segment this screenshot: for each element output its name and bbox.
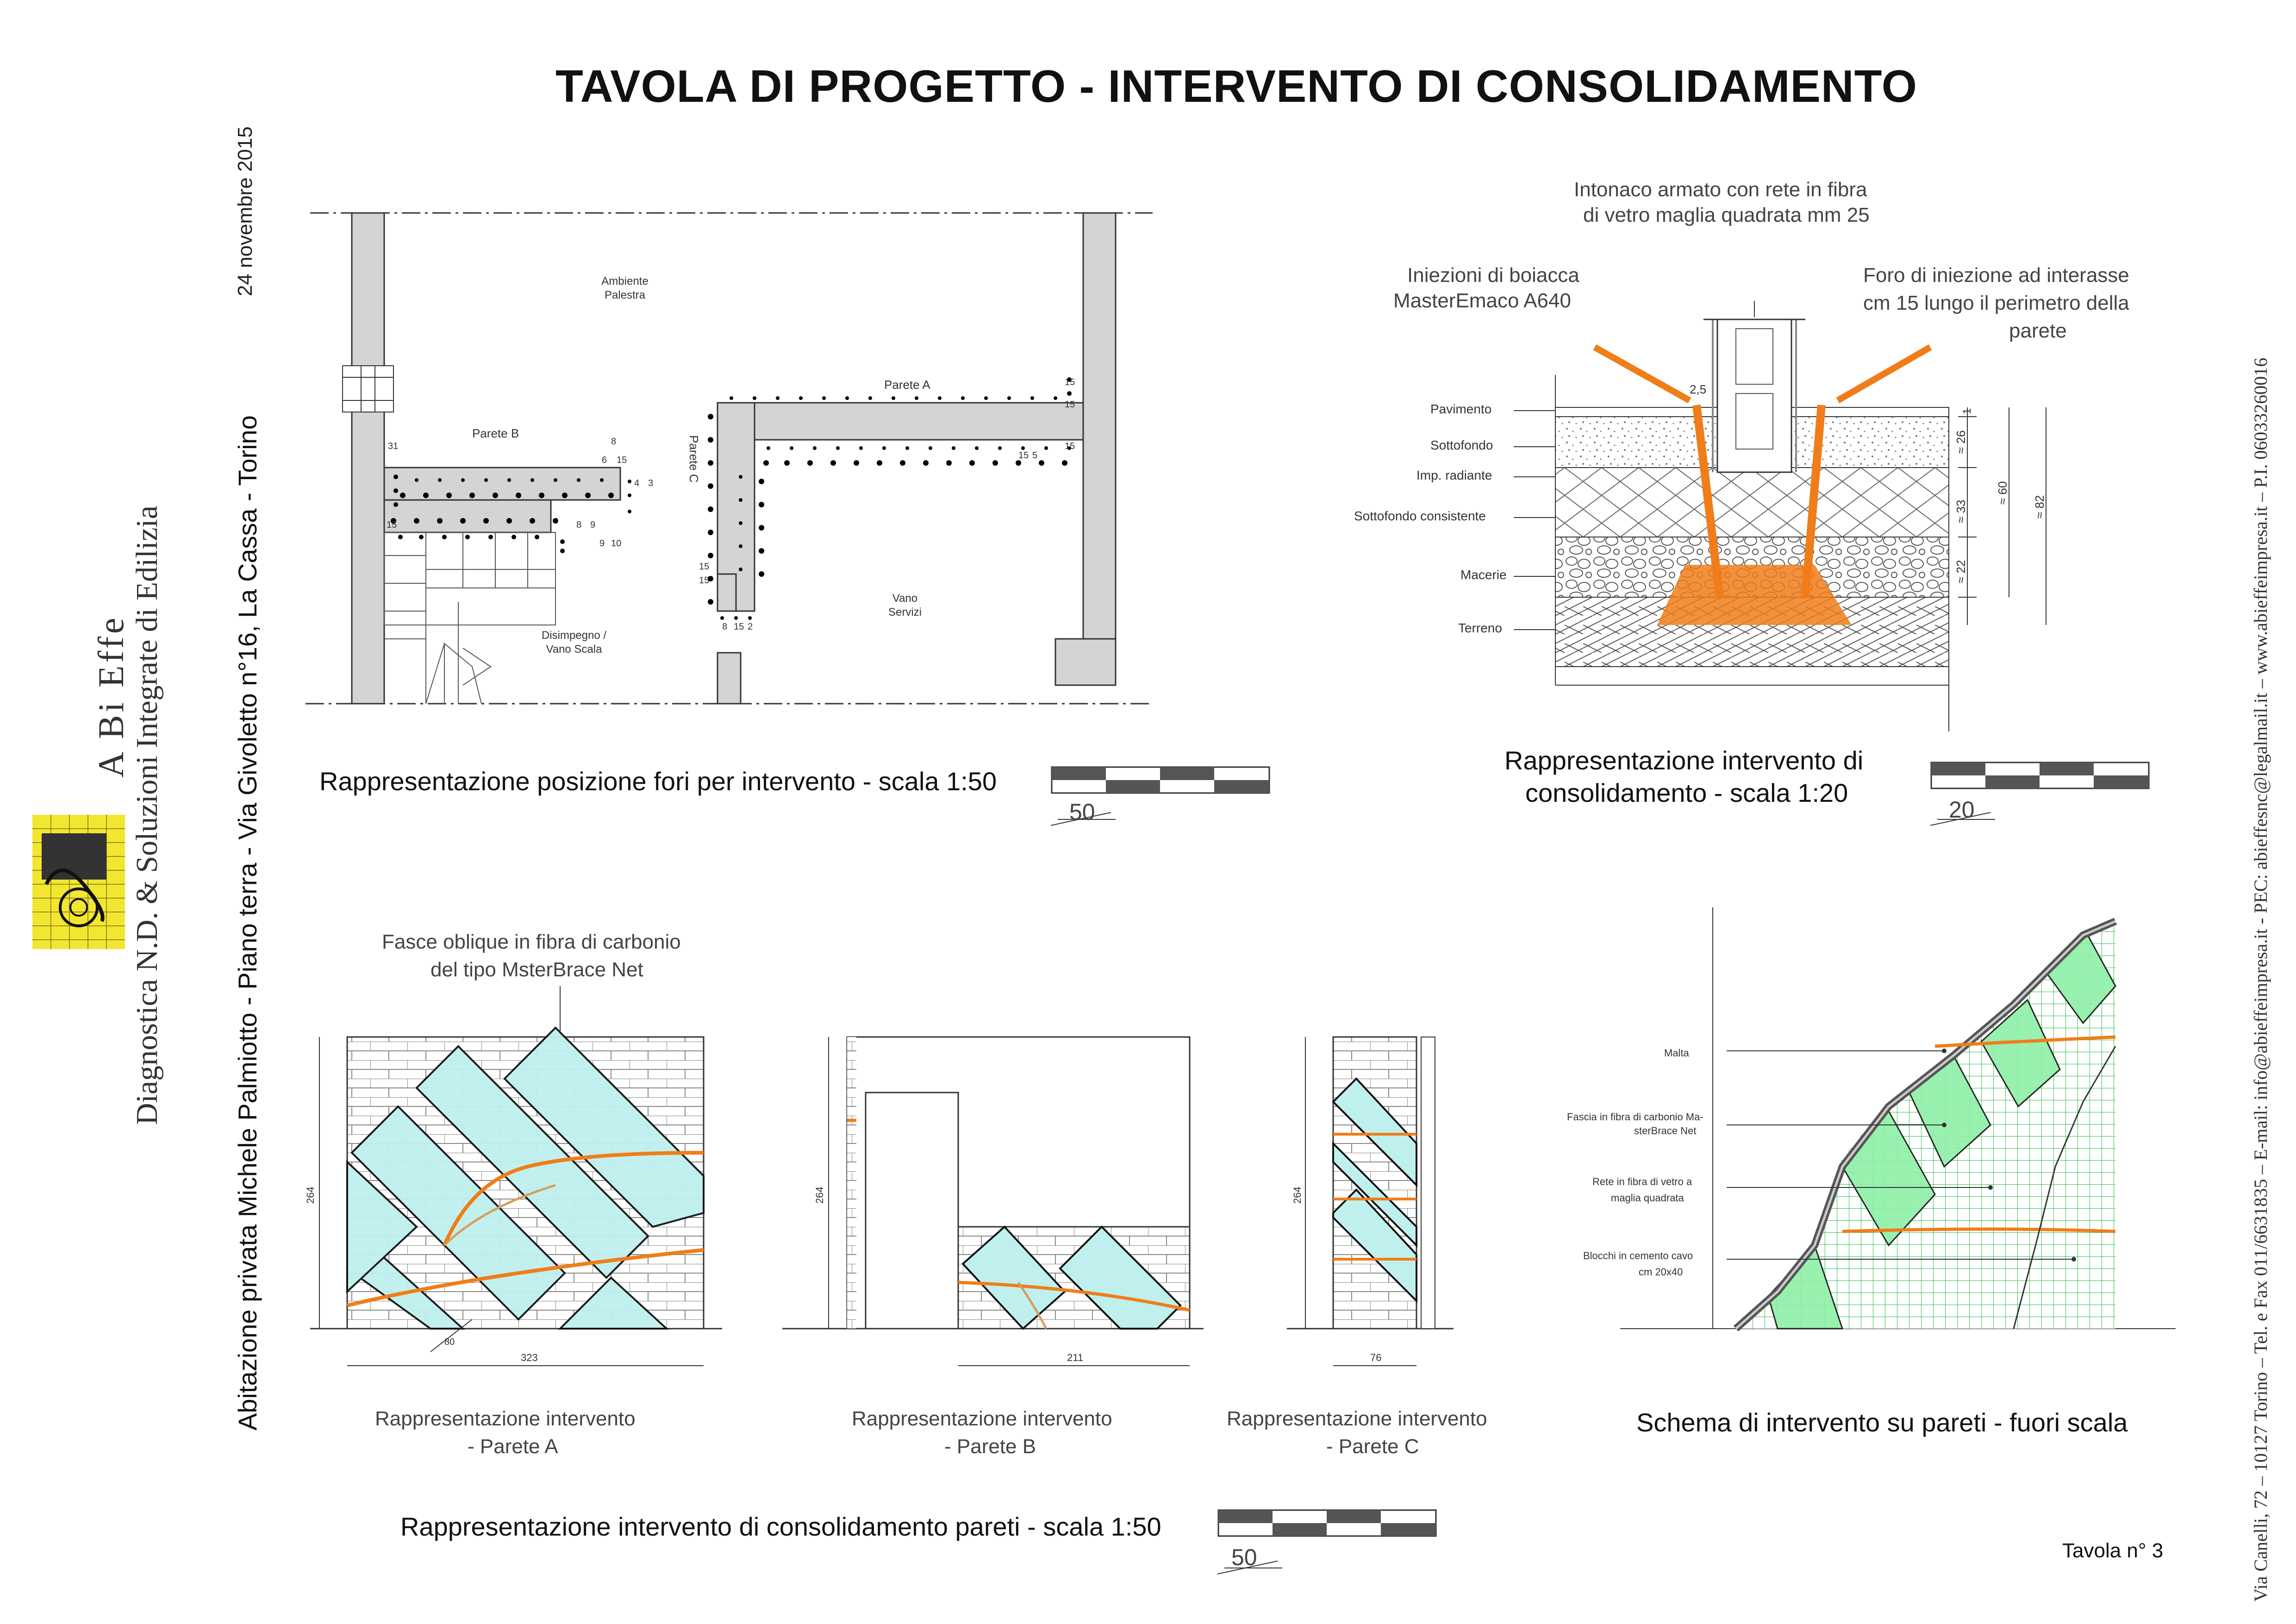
schema-label: Rete in fibra di vetro a: [1592, 1176, 1692, 1187]
floor-plan: [306, 204, 1167, 713]
layer-label: Terreno: [1458, 621, 1502, 635]
elev-a-diag: 80: [444, 1337, 455, 1347]
schema-label: sterBrace Net: [1634, 1125, 1697, 1137]
date-label: 24 novembre 2015: [234, 126, 256, 296]
plan-dim: 4: [634, 478, 640, 488]
elev-a-caption-2: - Parete A: [468, 1435, 558, 1458]
layer-label: Sottofondo: [1430, 438, 1493, 452]
sheet-number: Tavola n° 3: [2062, 1539, 2164, 1562]
plan-dim: 8: [722, 622, 728, 632]
plan-dim: 31: [388, 441, 399, 451]
layer-label: Macerie: [1460, 568, 1507, 582]
plan-dim: 15: [1065, 377, 1075, 387]
elev-c-caption-2: - Parete C: [1326, 1435, 1419, 1458]
plan-dim: 15: [734, 622, 744, 632]
section-dim: ≈ 82: [2033, 495, 2046, 518]
elev-a-height: 264: [305, 1187, 316, 1204]
plan-dim: 15: [699, 562, 710, 572]
plan-dim: 15: [1018, 450, 1029, 461]
section-dim: ≈ 60: [1996, 481, 2009, 505]
room-servizi-line2: Servizi: [888, 606, 922, 618]
room-disimpegno-line1: Disimpegno /: [541, 629, 607, 642]
layer-label: Pavimento: [1430, 402, 1492, 416]
schema-label: maglia quadrata: [1611, 1192, 1684, 1204]
elev-c-caption-1: Rappresentazione intervento: [1227, 1407, 1487, 1430]
schema-label: Fascia in fibra di carbonio Ma-: [1567, 1111, 1703, 1123]
plan-dim: 15: [387, 520, 397, 530]
schema-label: cm 20x40: [1639, 1266, 1683, 1278]
layer-label: Imp. radiante: [1416, 468, 1492, 482]
section-callout-right-1: Foro di iniezione ad interasse: [1863, 264, 2129, 287]
plan-dim: 15: [1065, 400, 1075, 410]
elev-b-width: 211: [1067, 1352, 1084, 1363]
plan-dim: 5: [1032, 450, 1038, 461]
room-servizi-line1: Vano: [892, 592, 918, 605]
plan-dim: 3: [648, 478, 654, 488]
plan-dim: 2: [748, 622, 753, 632]
section-caption-2: consolidamento - scala 1:20: [1525, 778, 1848, 807]
elevation-callout-2: del tipo MsterBrace Net: [430, 958, 643, 981]
section-dim: ≈ 26: [1954, 430, 1968, 454]
plan-dim: 9: [599, 538, 605, 549]
elev-b-caption-1: Rappresentazione intervento: [852, 1407, 1112, 1430]
section-caption-1: Rappresentazione intervento di: [1504, 746, 1864, 775]
project-label: Abitazione privata Michele Palmiotto - Piano terra - Via Givoletto n°16, La Cassa - Torino: [233, 415, 262, 1430]
plan-scale-value: 50: [1069, 799, 1095, 825]
plan-caption: Rappresentazione posizione fori per intervento - scala 1:50: [319, 767, 997, 796]
schema-drawing: [1620, 907, 2194, 1333]
elev-b-height: 264: [814, 1187, 825, 1204]
schema-label: Blocchi in cemento cavo: [1583, 1250, 1693, 1262]
section-callout-left-2: MasterEmaco A640: [1393, 289, 1571, 312]
elev-b-caption-2: - Parete B: [944, 1435, 1036, 1458]
elev-c-width: 76: [1370, 1352, 1382, 1363]
plan-dim: 15: [699, 575, 710, 586]
section-callout-top-2: di vetro maglia quadrata mm 25: [1583, 204, 1870, 226]
section-callout-left-1: Iniezioni di boiacca: [1407, 264, 1579, 287]
elev-c-height: 264: [1292, 1187, 1303, 1204]
section-scale-value: 20: [1949, 797, 1975, 823]
elev-a-caption-1: Rappresentazione intervento: [375, 1407, 636, 1430]
contacts-label: Via Canelli, 72 – 10127 Torino – Tel. e Fax 011/6631835 – E-mail: info@abieffeimpresa.it - PEC: abieffesnc@legalmail.it – www.abieffeimpresa.it – P.I. 06033260016: [2250, 357, 2271, 1602]
plan-wall-a-label: Parete A: [884, 378, 930, 392]
section-callout-top-1: Intonaco armato con rete in fibra: [1574, 178, 1867, 201]
plan-dim: 9: [590, 520, 596, 530]
plan-dim: 8: [576, 520, 582, 530]
room-palestra-line1: Ambiente: [601, 275, 649, 287]
plan-dim: 8: [611, 437, 617, 447]
plan-wall-b-label: Parete B: [472, 426, 519, 440]
section-callout-right-2: cm 15 lungo il perimetro della: [1863, 292, 2129, 314]
elev-a-width: 323: [521, 1352, 538, 1363]
room-disimpegno-line2: Vano Scala: [546, 643, 602, 656]
plan-dim: 15: [1065, 441, 1075, 451]
elevations-caption: Rappresentazione intervento di consolidamento pareti - scala 1:50: [400, 1512, 1161, 1541]
company-name: A Bi Effe: [91, 615, 131, 778]
section-dim: ≈ 33: [1954, 500, 1968, 523]
page-title: TAVOLA DI PROGETTO - INTERVENTO DI CONSOLIDAMENTO: [555, 61, 1917, 112]
layer-label: Sottofondo consistente: [1354, 509, 1486, 523]
section-dim: 1: [1961, 408, 1973, 414]
section-callout-right-3: parete: [2009, 319, 2067, 342]
section-dim: ≈ 22: [1954, 560, 1968, 583]
plan-wall-c-label: Parete C: [687, 435, 701, 483]
plan-dim: 10: [611, 538, 622, 549]
schema-caption: Schema di intervento su pareti - fuori scala: [1636, 1408, 2128, 1437]
section-dim-top: 2,5: [1690, 382, 1707, 396]
schema-label: Malta: [1664, 1047, 1689, 1059]
plan-dim: 6: [602, 455, 607, 465]
elevations-scale-value: 50: [1231, 1544, 1257, 1570]
elevations-drawing: [296, 986, 1481, 1380]
company-tagline: Diagnostica N.D. & Soluzioni Integrate di Edilizia: [130, 505, 164, 1125]
plan-dim: 15: [617, 455, 627, 465]
company-logo: [32, 815, 125, 949]
room-palestra-line2: Palestra: [604, 289, 646, 301]
elevation-callout-1: Fasce oblique in fibra di carbonio: [382, 931, 681, 953]
